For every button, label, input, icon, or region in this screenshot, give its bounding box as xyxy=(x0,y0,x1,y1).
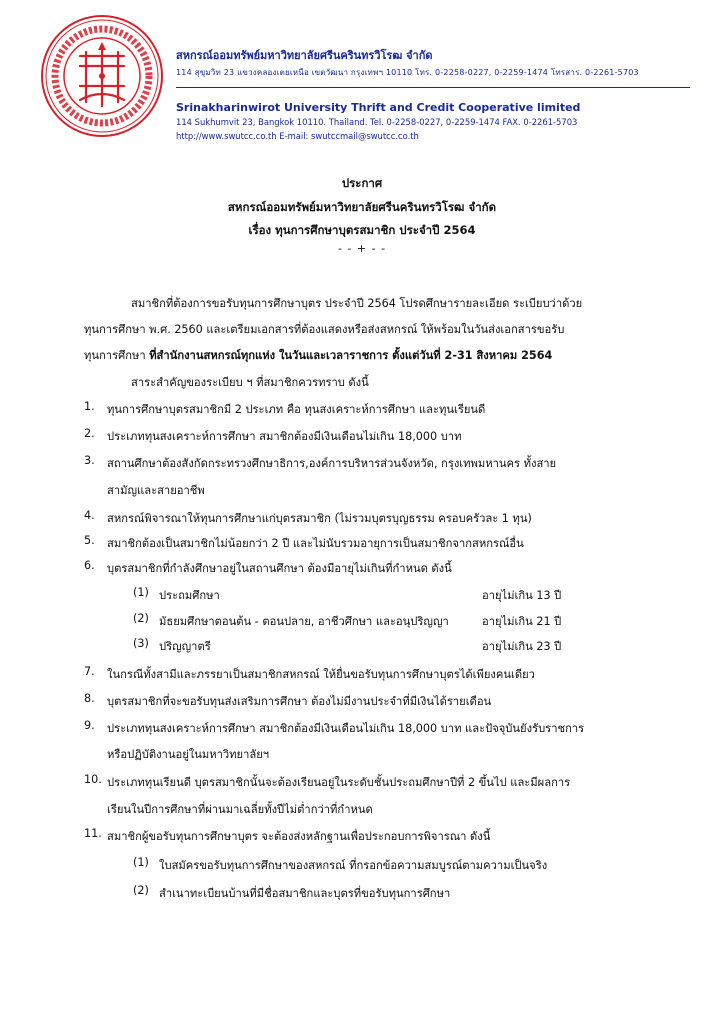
age-limit-value: อายุไม่เกิน 23 ปี xyxy=(482,640,562,653)
list-item: ประเภททุนสงเคราะห์การศึกษา สมาชิกต้องมีเงินเดือนไม่เกิน 18,000 บาท xyxy=(107,430,462,443)
list-item-number: 5. xyxy=(84,534,95,547)
age-limit-value: อายุไม่เกิน 21 ปี xyxy=(482,615,562,628)
list-item-continuation: หรือปฏิบัติงานอยู่ในมหาวิทยาลัยฯ xyxy=(107,748,270,761)
letterhead-english-address: 114 Sukhumvit 23, Bangkok 10110. Thailand. Tel. 0-2258-0227, 0-2259-1474 FAX. 0-2261-5703 xyxy=(176,117,578,127)
list-item-number: 6. xyxy=(84,559,95,572)
letterhead-thai-address: 114 สุขุมวิท 23 แขวงคลองเตยเหนือ เขตวัฒนา กรุงเทพฯ 10110 โทร. 0-2258-0227, 0-2259-1474 โทรสาร. 0-2261-5703 xyxy=(176,68,639,77)
letterhead-thai-name: สหกรณ์ออมทรัพย์มหาวิทยาลัยศรีนครินทรวิโรฒ จำกัด xyxy=(176,49,433,62)
age-limit-level: ประถมศึกษา xyxy=(159,589,220,602)
age-limit-value: อายุไม่เกิน 13 ปี xyxy=(482,589,562,602)
list-item: สมาชิกต้องเป็นสมาชิกไม่น้อยกว่า 2 ปี และไม่นับรวมอายุการเป็นสมาชิกจากสหกรณ์อื่น xyxy=(107,537,524,550)
list-item: ทุนการศึกษาบุตรสมาชิกมี 2 ประเภท คือ ทุนสงเคราะห์การศึกษา และทุนเรียนดี xyxy=(107,403,486,416)
list-item-number: 4. xyxy=(84,509,95,522)
intro-line-3-plain: ทุนการศึกษา xyxy=(84,349,150,362)
list-item-number: 7. xyxy=(84,665,95,678)
list-item-continuation: สามัญและสายอาชีพ xyxy=(107,484,205,497)
document-item: ใบสมัครขอรับทุนการศึกษาของสหกรณ์ ที่กรอกข้อความสมบูรณ์ตามความเป็นจริง xyxy=(159,859,548,872)
announcement-subject: เรื่อง ทุนการศึกษาบุตรสมาชิก ประจำปี 2564 xyxy=(248,223,476,237)
intro-line-4: สาระสำคัญของระเบียบ ฯ ที่สมาชิกควรทราบ ดังนี้ xyxy=(131,376,369,389)
letterhead-english-name: Srinakharinwirot University Thrift and Credit Cooperative limited xyxy=(176,101,581,114)
intro-line-3 xyxy=(84,346,552,364)
list-item-number: 8. xyxy=(84,692,95,705)
age-limit-number: (3) xyxy=(133,637,149,650)
document-number: (1) xyxy=(133,856,149,869)
list-item-number: 1. xyxy=(84,400,95,413)
list-item: บุตรสมาชิกที่จะขอรับทุนส่งเสริมการศึกษา ต้องไม่มีงานประจำที่มีเงินได้รายเดือน xyxy=(107,695,492,708)
list-item: ประเภททุนเรียนดี บุตรสมาชิกนั้นจะต้องเรียนอยู่ในระดับชั้นประถมศึกษาปีที่ 2 ขึ้นไป และมีผลการ xyxy=(107,776,571,789)
list-item: สมาชิกผู้ขอรับทุนการศึกษาบุตร จะต้องส่งหลักฐานเพื่อประกอบการพิจารณา ดังนี้ xyxy=(107,830,491,843)
document-number: (2) xyxy=(133,884,149,897)
document-item: สำเนาทะเบียนบ้านที่มีชื่อสมาชิกและบุตรที่ขอรับทุนการศึกษา xyxy=(159,887,451,900)
list-item: สถานศึกษาต้องสังกัดกระทรวงศึกษาธิการ,องค์การบริหารส่วนจังหวัด, กรุงเทพมหานคร ทั้งสาย xyxy=(107,457,557,470)
intro-line-3-bold: ที่สำนักงานสหกรณ์ทุกแห่ง ในวันและเวลาราชการ ตั้งแต่วันที่ 2-31 สิงหาคม 2564 xyxy=(149,349,553,362)
list-item-number: 2. xyxy=(84,427,95,440)
cooperative-seal-logo xyxy=(40,14,164,138)
list-item-continuation: เรียนในปีการศึกษาที่ผ่านมาเฉลี่ยทั้งปีไม่ต่ำกว่าที่กำหนด xyxy=(107,803,373,816)
intro-line-2: ทุนการศึกษา พ.ศ. 2560 และเตรียมเอกสารที่ต้องแสดงหรือส่งสหกรณ์ ให้พร้อมในวันส่งเอกสารขอรับ xyxy=(84,323,565,336)
age-limit-number: (2) xyxy=(133,612,149,625)
list-item: สหกรณ์พิจารณาให้ทุนการศึกษาแก่บุตรสมาชิก (ไม่รวมบุตรบุญธรรม ครอบครัวละ 1 ทุน) xyxy=(107,512,532,525)
letterhead-divider xyxy=(176,87,690,88)
list-item-number: 11. xyxy=(84,827,102,840)
intro-line-1: สมาชิกที่ต้องการขอรับทุนการศึกษาบุตร ประจำปี 2564 โปรดศึกษารายละเอียด ระเบียบว่าด้วย xyxy=(131,297,583,310)
heading-divider: - - + - - xyxy=(337,242,387,255)
age-limit-number: (1) xyxy=(133,586,149,599)
list-item: บุตรสมาชิกที่กำลังศึกษาอยู่ในสถานศึกษา ต้องมีอายุไม่เกินที่กำหนด ดังนี้ xyxy=(107,562,452,575)
list-item-number: 3. xyxy=(84,454,95,467)
age-limit-level: มัธยมศึกษาตอนต้น - ตอนปลาย, อาชีวศึกษา และอนุปริญญา xyxy=(159,615,449,628)
age-limit-level: ปริญญาตรี xyxy=(159,640,211,653)
announcement-title: ประกาศ xyxy=(341,176,383,190)
list-item-number: 9. xyxy=(84,719,95,732)
letterhead-web-email: http://www.swutcc.co.th E-mail: swutccmail@swutcc.co.th xyxy=(176,131,419,141)
list-item: ในกรณีทั้งสามีและภรรยาเป็นสมาชิกสหกรณ์ ให้ยื่นขอรับทุนการศึกษาบุตรได้เพียงคนเดียว xyxy=(107,668,535,681)
list-item-number: 10. xyxy=(84,773,102,786)
organization-name: สหกรณ์ออมทรัพย์มหาวิทยาลัยศรีนครินทรวิโรฒ จำกัด xyxy=(227,200,497,214)
list-item: ประเภททุนสงเคราะห์การศึกษา สมาชิกต้องมีเงินเดือนไม่เกิน 18,000 บาท และปัจจุบันยังรับราชการ xyxy=(107,722,585,735)
